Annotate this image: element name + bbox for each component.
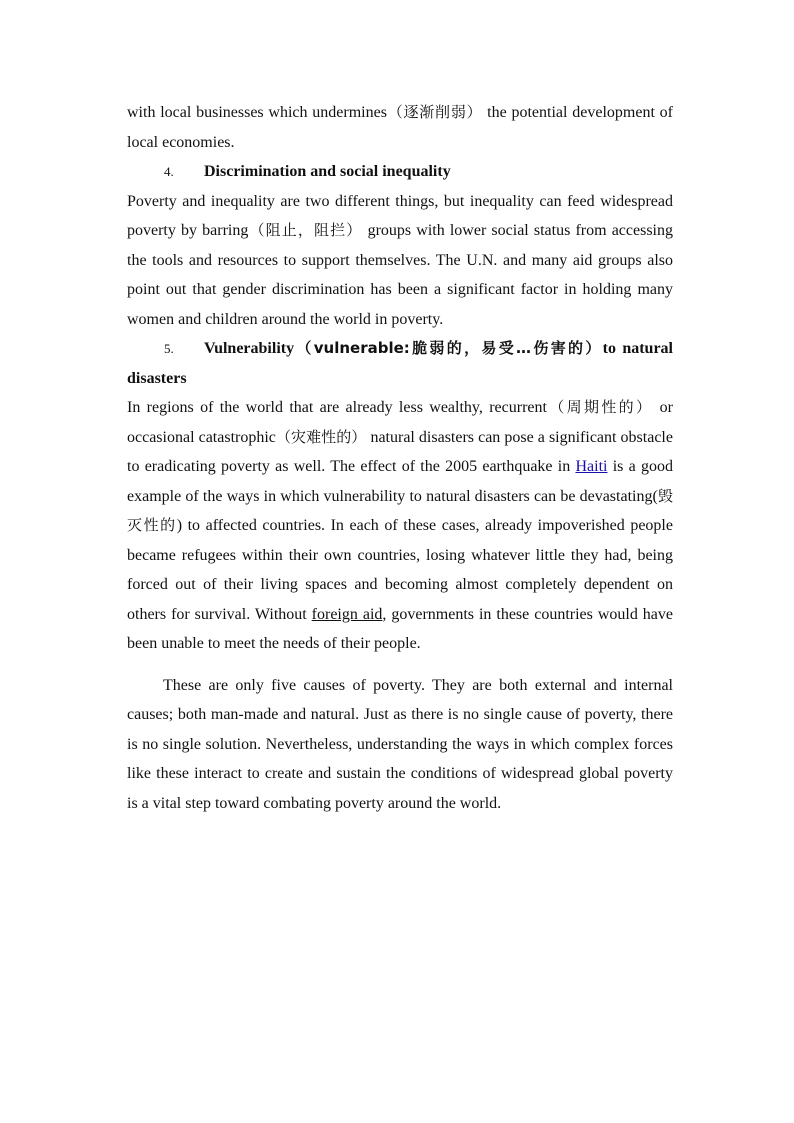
- paragraph-discrimination: Poverty and inequality are two different things, but inequality can feed widespread poverty by barring（阻止，阻拦） groups with lower social status from accessing the tools and resources to support themselves. The U.N. and many aid groups also point out that gender discrimination has been a significant factor in holding many women and children around the world in poverty.: [127, 192, 674, 328]
- list-number: 4.: [164, 164, 174, 179]
- paragraph-gap: [127, 659, 673, 671]
- chinese-gloss: 毁灭性的: [127, 486, 673, 534]
- heading-text: Vulnerability: [204, 340, 295, 357]
- paragraph-local-economies: with local businesses which undermines（逐渐削弱） the potential development of local economies.: [127, 103, 673, 151]
- document-page: [127, 98, 673, 818]
- heading-text: Discrimination and social inequality: [204, 163, 451, 180]
- chinese-gloss: （灾难性的）: [275, 427, 367, 446]
- chinese-gloss: （逐渐削弱）: [386, 103, 483, 121]
- chinese-gloss: （阻止，阻拦）: [248, 221, 363, 239]
- haiti-link[interactable]: Haiti: [575, 458, 608, 475]
- list-number: 5.: [164, 341, 174, 356]
- heading-text: to natural disasters: [127, 340, 673, 387]
- chinese-gloss: （vulnerable:脆弱的，易受…伤害的）: [294, 339, 603, 357]
- chinese-gloss: （周期性的）: [546, 398, 654, 416]
- section-heading-5: [127, 334, 673, 393]
- paragraph-natural-disasters: In regions of the world that are already less wealthy, recurrent（周期性的） or occasional catastrophic（灾难性的） natural disasters can pose a significant obstacle to eradicating poverty as well. The effect of the 2005 earthquake in Haiti is a good example of the ways in which vulnerability to natural disasters can be devastating(毁灭性的) to affected countries. In each of these cases, already impoverished people became refugees within their own countries, losing whatever little they had, being forced out of their living spaces and becoming almost completely dependent on others for survival. Without foreign aid, governments in these countries would have been unable to meet the needs of their people.: [127, 398, 674, 652]
- section-heading-4: [127, 157, 673, 187]
- paragraph-conclusion: These are only five causes of poverty. They are both external and internal causes; both man-made and natural. Just as there is no single cause of poverty, there is no single solution. Nevertheless, understanding the ways in which complex forces like these interact to create and sustain the conditions of widespread global poverty is a vital step toward combating poverty around the world.: [127, 676, 673, 812]
- foreign-aid-underlined: foreign aid: [311, 605, 383, 623]
